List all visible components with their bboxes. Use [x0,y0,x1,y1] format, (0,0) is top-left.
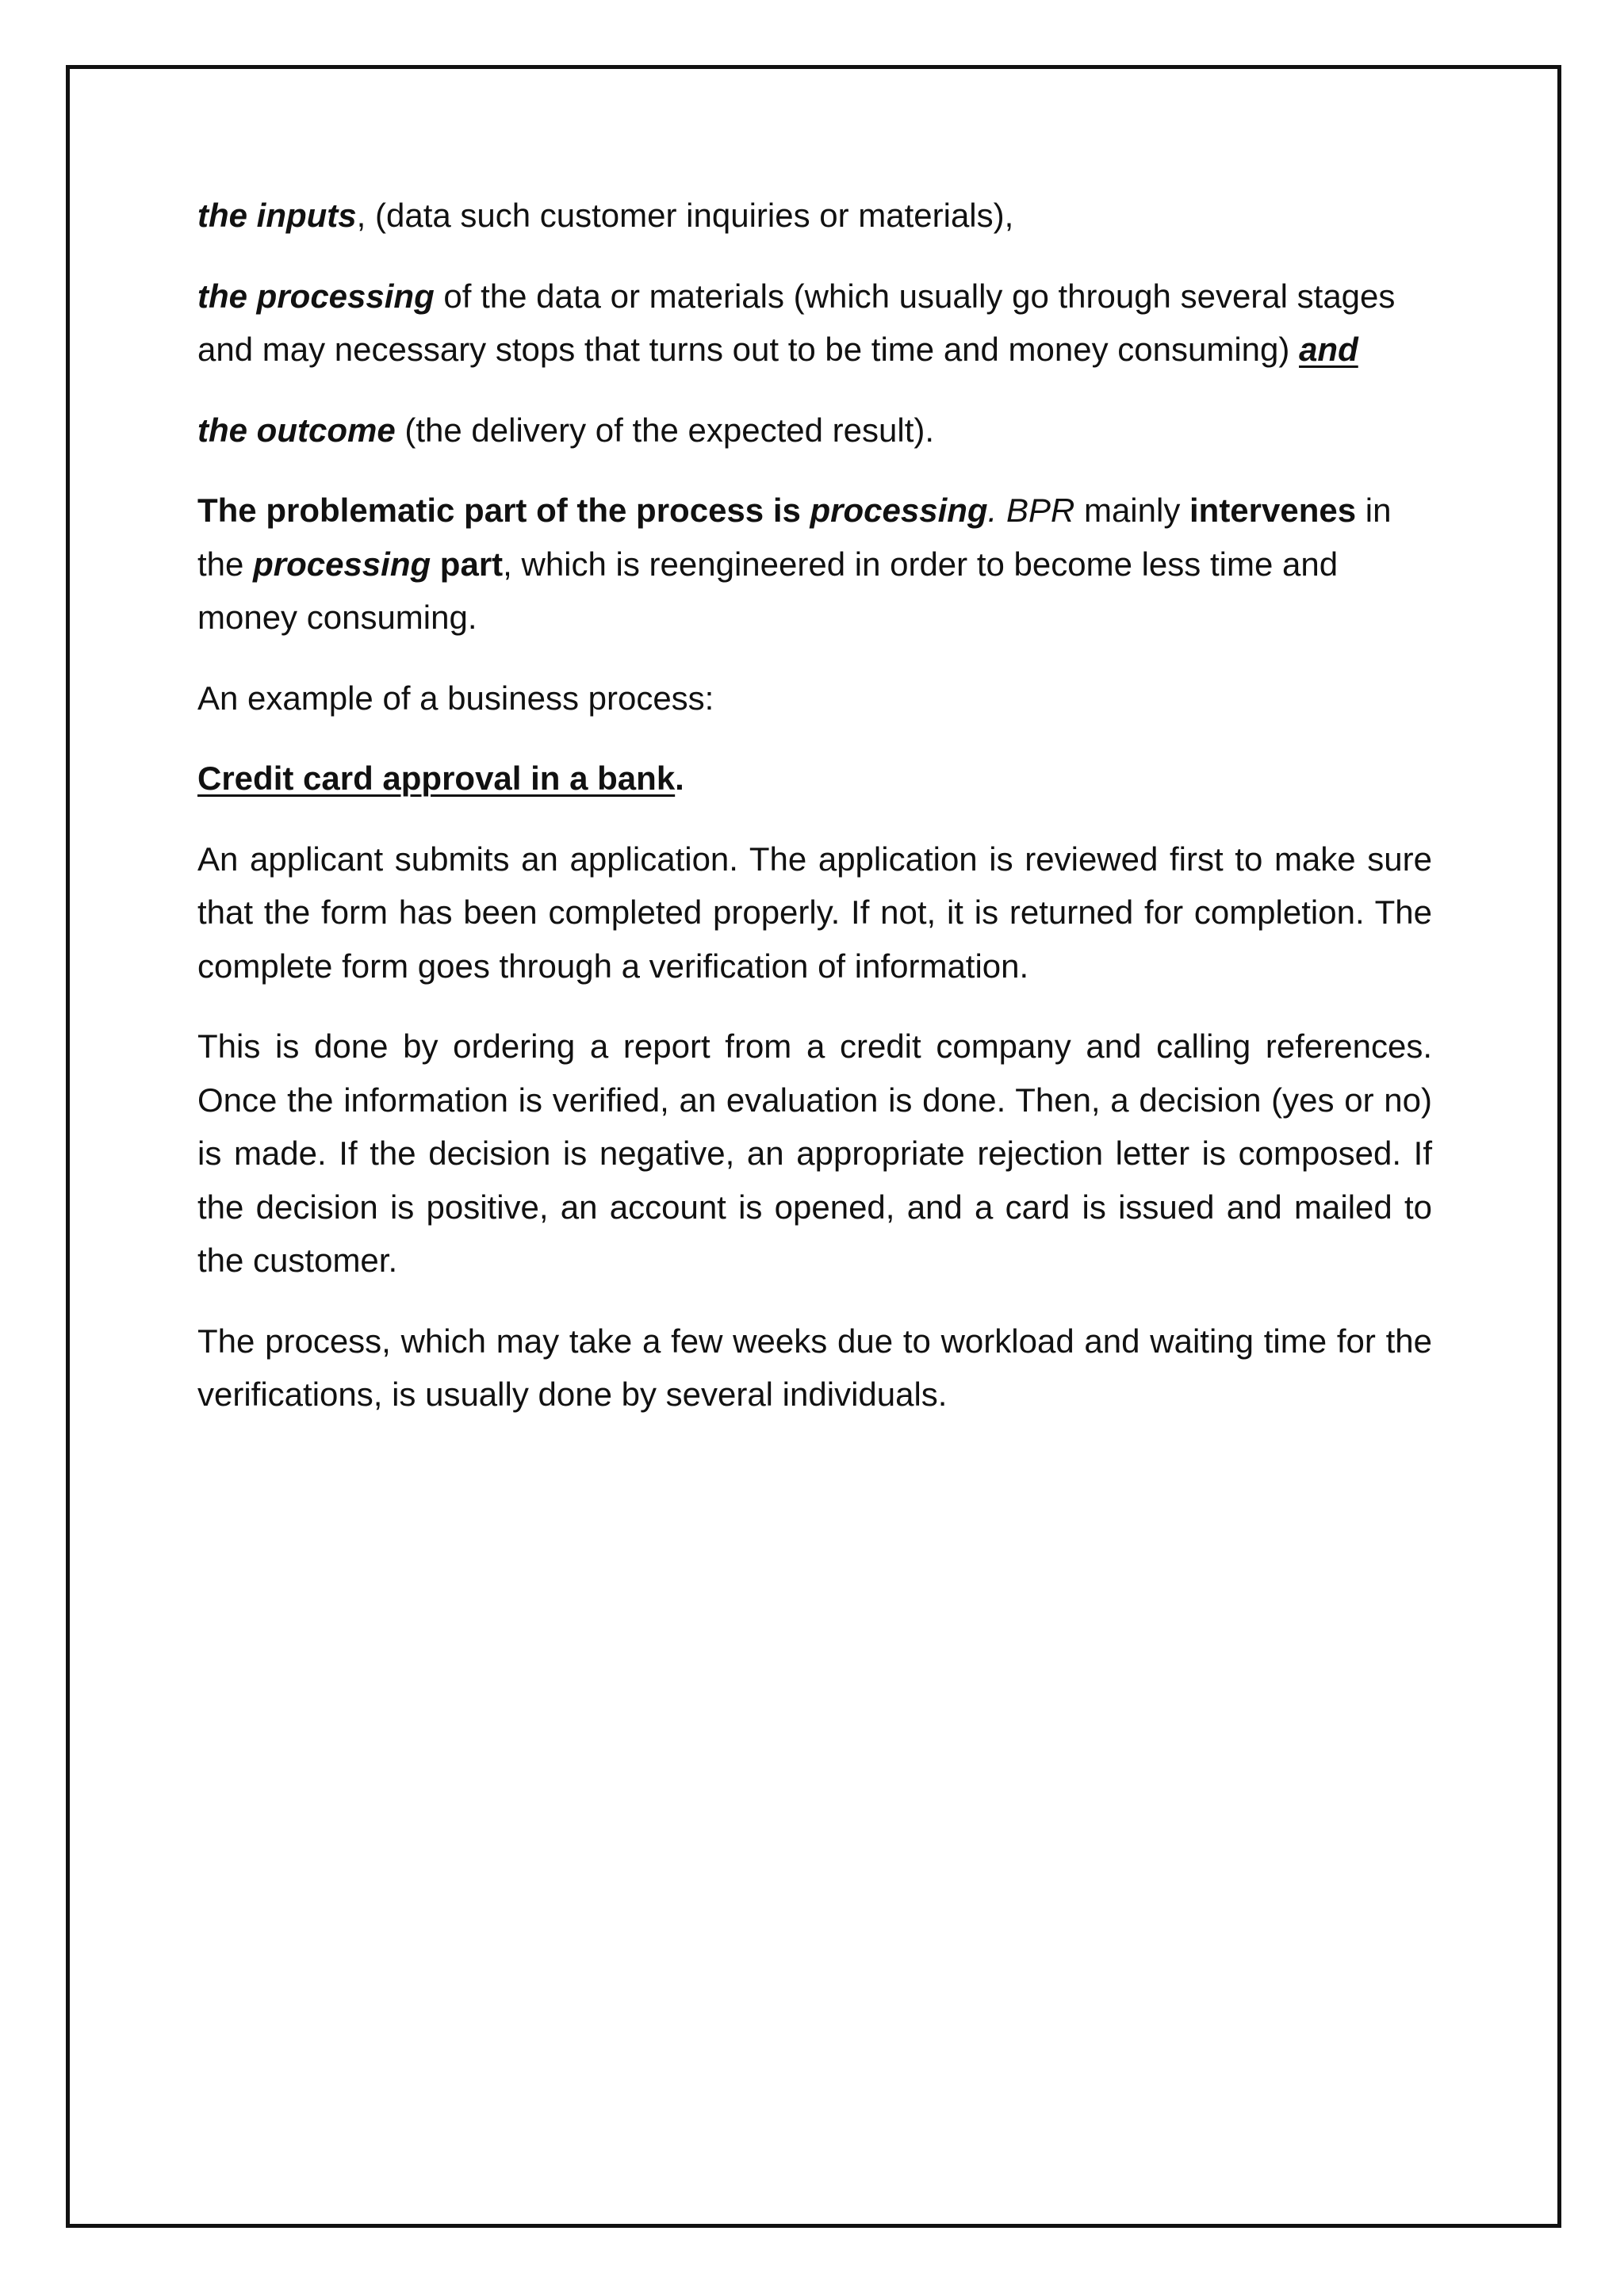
inputs-description: , (data such customer inquiries or materials), [356,197,1014,234]
paragraph-verification: This is done by ordering a report from a credit company and calling references. Once the information is verified, an evaluation is done. Then, a decision (yes or no) is made. If the decision is negative, an appropriate rejection letter is composed. If the decision is positive, an account is opened, and a card is issued and mailed to the customer. [197,1027,1432,1279]
paragraph-duration: The process, which may take a few weeks due to workload and waiting time for the verifications, is usually done by several individuals. [197,1322,1432,1413]
heading-period: . [675,760,684,797]
term-inputs: the inputs [197,197,357,234]
paragraph-outcome [197,404,1432,457]
paragraph-example-intro: An example of a business process: [197,679,714,717]
problematic-rest: , which is reengineered in order to become less time and money consuming. [197,545,1339,636]
intervenes-text: intervenes [1189,492,1357,529]
paragraph-processing [197,270,1432,377]
bpr-abbreviation: BPR [1005,492,1075,529]
paragraph-application: An applicant submits an application. The application is reviewed first to make sure that the form has been completed properly. If not, it is returned for completion. The complete form goes through a verification of information. [197,840,1432,985]
document-body [197,189,1432,1448]
paragraph-inputs [197,189,1432,243]
heading-text: Credit card approval in a bank [197,760,676,797]
conjunction-and: and [1299,331,1358,368]
processing-description: of the data or materials (which usually go through several stages and may necessary stops that turns out to be time and money consuming) [197,277,1396,368]
term-processing: the processing [197,277,435,315]
paragraph-problematic-part [197,484,1432,645]
problematic-lead: The problematic part of the process is [197,492,810,529]
processing-emphasis: processing [253,545,431,583]
section-heading [197,752,1432,806]
part-text: part [431,545,504,583]
term-outcome: the outcome [197,411,396,449]
problematic-dot: . [987,492,1006,529]
problematic-processing: processing [810,492,988,529]
outcome-description: (the delivery of the expected result). [395,411,935,449]
in-the-text: in the [197,492,1392,583]
mainly-text: mainly [1074,492,1189,529]
